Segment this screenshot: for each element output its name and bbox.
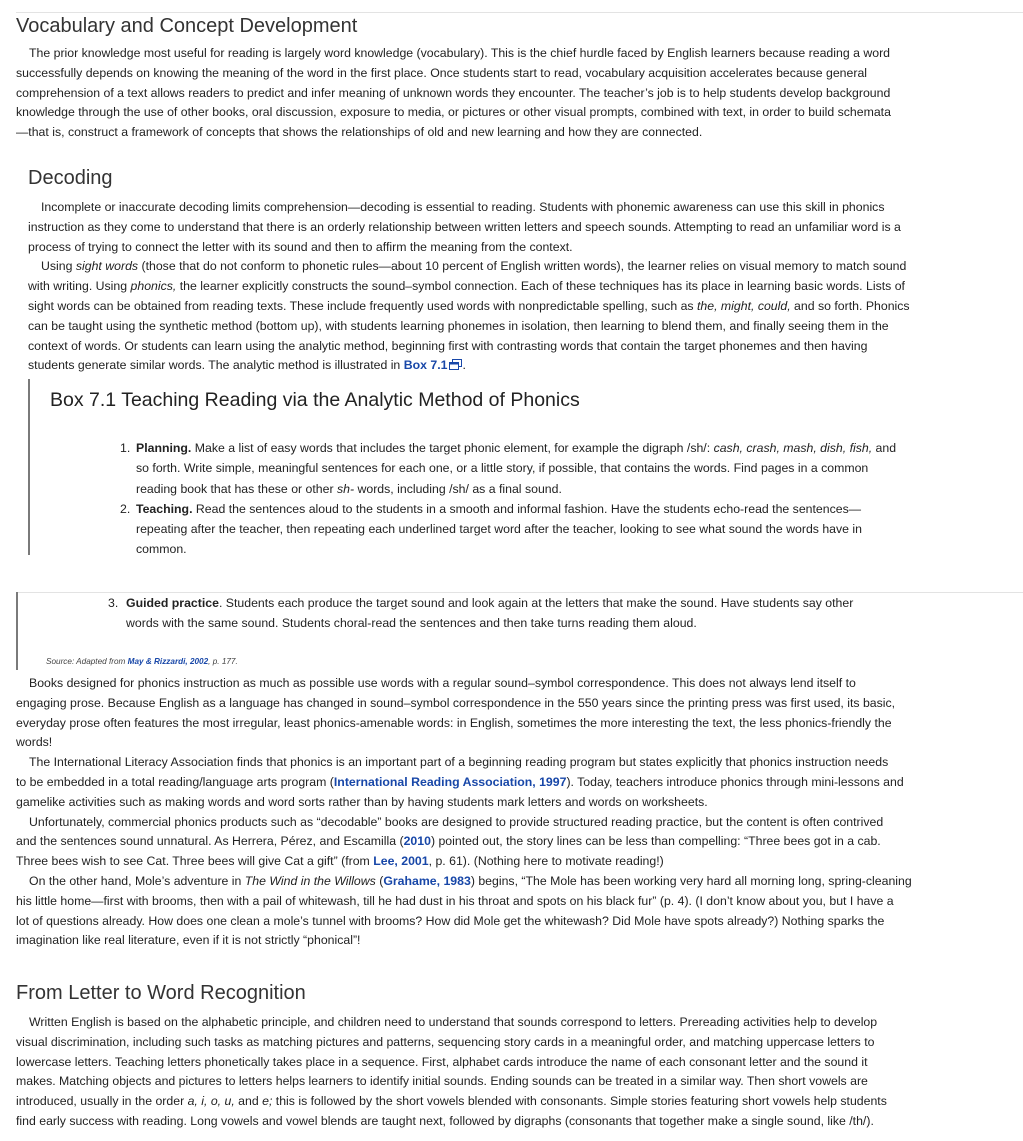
decoding-line: with writing. Using phonics, the learner explicitly constructs the sound–symbol connection. Each of these techniques has its place in learning basic words. Lists of	[28, 279, 905, 294]
item-number: 2.	[120, 501, 131, 516]
item-label: Planning.	[136, 441, 192, 455]
popup-window-icon[interactable]	[449, 359, 462, 370]
box-item-3: 3. Guided practice. Students each produce the target sound and look again at the letters that make the sound. Have students say other words with the same sound. Students choral-read the sentences and then take turns reading them aloud.	[108, 593, 1008, 634]
books-line: everyday prose often features the most irregular, least phonics-amenable words: in English, sometimes the more interesting the text, the less phonics-friendly the	[16, 715, 892, 730]
box-item-1: 1. Planning. Make a list of easy words that includes the target phonic element, for example the digraph /sh/: cash, crash, mash, dish, fish, and so forth. Write simple, meaningful sentences for each one, or a little story, if possible, that contains the words. Find pages in a common reading book that has these or other sh- words, including /sh/ as a final sound.	[120, 438, 1010, 499]
books-line: to be embedded in a total reading/language arts program (International Reading Association, 1997). Today, teachers introduce phonics through mini-lessons and	[16, 774, 904, 789]
item-number: 1.	[120, 441, 131, 455]
herrera-2010-link[interactable]: 2010	[403, 834, 431, 849]
letter-line: makes. Matching objects and pictures to letters helps learners to identify initial sounds. Ending sounds can be treated in a similar way. Then short vowels are	[16, 1074, 868, 1089]
books-line: Books designed for phonics instruction as much as possible use words with a regular sound–symbol correspondence. This does not always lend itself to	[29, 676, 856, 690]
ira-1997-link[interactable]: International Reading Association, 1997	[333, 774, 567, 789]
decoding-line: students generate similar words. The analytic method is illustrated in Box 7.1 .	[28, 358, 466, 373]
books-line: On the other hand, Mole’s adventure in The Wind in the Willows (Grahame, 1983) begins, “The Mole has been working very hard all morning long, spring-cleaning	[29, 873, 912, 888]
letter-line: introduced, usually in the order a, i, o, u, and e; this is followed by the short vowels blended with consonants. Simple stories featuring short vowels help students	[16, 1094, 887, 1109]
vocab-line: The prior knowledge most useful for reading is largely word knowledge (vocabulary). This is the chief hurdle faced by English learners because reading a word	[29, 46, 891, 60]
decoding-line: Incomplete or inaccurate decoding limits comprehension—decoding is essential to reading. Students with phonemic awareness can use this skill in phonics	[41, 200, 885, 214]
letter-line: Written English is based on the alphabetic principle, and children need to understand that sounds correspond to letters. Prereading activities help to develop	[29, 1015, 878, 1029]
decoding-line: Using sight words (those that do not conform to phonetic rules—about 10 percent of English written words), the learner relies on visual memory to match sound	[41, 259, 907, 274]
letter-line: lowercase letters. Teaching letters phonetically takes place in a sequence. First, alphabet cards introduce the name of each consonant letter and the sound it	[16, 1054, 868, 1069]
books-line: and the sentences sound unnatural. As Herrera, Pérez, and Escamilla (2010) pointed out, the story lines can be less than compelling: “Three bees got in a cab.	[16, 834, 881, 849]
books-line: The International Literacy Association finds that phonics is an important part of a beginning reading program but states explicitly that phonics instruction needs	[29, 755, 889, 770]
letter-line: find early success with reading. Long vowels and vowel blends are taught next, followed by digraphs (consonants that together make a single sound, like /th/).	[16, 1113, 874, 1128]
letter-line: visual discrimination, including such tasks as matching pictures and patterns, sequencing story cards in a meaningful order, and matching uppercase letters to	[16, 1034, 875, 1049]
box-left-bar	[16, 592, 18, 670]
section-books	[16, 674, 1016, 951]
vocab-line: —that is, construct a framework of concepts that shows the relationships of old and new learning and how they are connected.	[16, 125, 703, 140]
box-item-2: 2. Teaching. Read the sentences aloud to the students in a smooth and informal fashion. Have the students echo-read the sentences— repeating after the teacher, then repeating each underlined target word after the teacher, looking to see what sound the words have in common.	[120, 499, 1010, 560]
box-7-1-link[interactable]: Box 7.1	[403, 358, 448, 373]
box-list-continued	[108, 593, 1008, 634]
books-line: Unfortunately, commercial phonics products such as “decodable” books are designed to provide structured reading practice, but the content is often contrived	[29, 814, 884, 829]
vocab-line: comprehension of a text allows readers to predict and infer meaning of unknown words they encounter. The teacher’s job is to help students develop background	[16, 85, 891, 100]
box-list	[120, 438, 1010, 560]
item-number: 3.	[108, 596, 119, 610]
books-line: words!	[16, 735, 53, 750]
section-decoding	[28, 166, 1018, 376]
decoding-line: process of trying to connect the letter with its sound and then to affirm the meaning from the context.	[28, 239, 573, 254]
item-label: Guided practice	[126, 596, 219, 610]
item-label: Teaching.	[136, 501, 193, 516]
box-source: Source: Adapted from May & Rizzardi, 2002, p. 177.	[46, 657, 238, 666]
decoding-line: instruction as they come to understand that there is an orderly relationship between written letters and speech sounds. Attempting to read an unfamiliar word is a	[28, 219, 901, 234]
vocab-line: successfully depends on knowing the meaning of the word in the first place. Once students start to read, vocabulary acquisition accelerates because general	[16, 65, 868, 80]
box-left-bar	[28, 379, 30, 555]
vocab-line: knowledge through the use of other books, oral discussion, exposure to media, or pictures or other visual prompts, combined with text, in order to build schemata	[16, 105, 891, 120]
heading-decoding: Decoding	[28, 167, 113, 189]
section-letter-recognition	[16, 981, 1016, 1132]
books-line: his little home—first with brooms, then with a pail of whitewash, till he had dust in his throat and spots on his black fur” (p. 4). (I don’t know about you, but I have a	[16, 893, 894, 908]
lee-2001-link[interactable]: Lee, 2001	[373, 854, 429, 869]
books-line: Three bees wish to see Cat. Three bees will give Cat a gift” (from Lee, 2001, p. 61). (Nothing here to motivate reading!)	[16, 854, 664, 869]
box-title: Box 7.1 Teaching Reading via the Analytic Method of Phonics	[50, 389, 580, 411]
books-line: imagination like real literature, even if it is not strictly “phonical”!	[16, 933, 361, 948]
books-line: engaging prose. Because English as a language has changed in sound–symbol correspondence in the 550 years since the printing press was first used, its basic,	[16, 695, 896, 710]
books-line: lot of questions already. How does one clean a mole’s tunnel with brooms? How did Mole get the whitewash? Did Mole have spots already?) Nothing sparks the	[16, 913, 885, 928]
grahame-1983-link[interactable]: Grahame, 1983	[383, 873, 471, 888]
decoding-line: context of words. Or students can learn using the analytic method, beginning first with contrasting words that contain the target phonemes and then having	[28, 338, 868, 353]
decoding-line: sight words can be obtained from reading texts. These include frequently used words with nonpredictable spelling, such as the, might, could, and so forth. Phonics	[28, 298, 910, 313]
heading-letter-recognition: From Letter to Word Recognition	[16, 982, 306, 1004]
top-divider	[16, 12, 1023, 13]
source-link[interactable]: May & Rizzardi, 2002	[127, 657, 209, 666]
heading-vocabulary: Vocabulary and Concept Development	[16, 15, 358, 37]
section-vocabulary	[16, 14, 1016, 143]
decoding-line: can be taught using the synthetic method (bottom up), with students learning phonemes in isolation, then learning to blend them, and finally seeing them in the	[28, 318, 889, 333]
books-line: gamelike activities such as making words and word sorts rather than by having students mark letters and words on worksheets.	[16, 794, 708, 809]
